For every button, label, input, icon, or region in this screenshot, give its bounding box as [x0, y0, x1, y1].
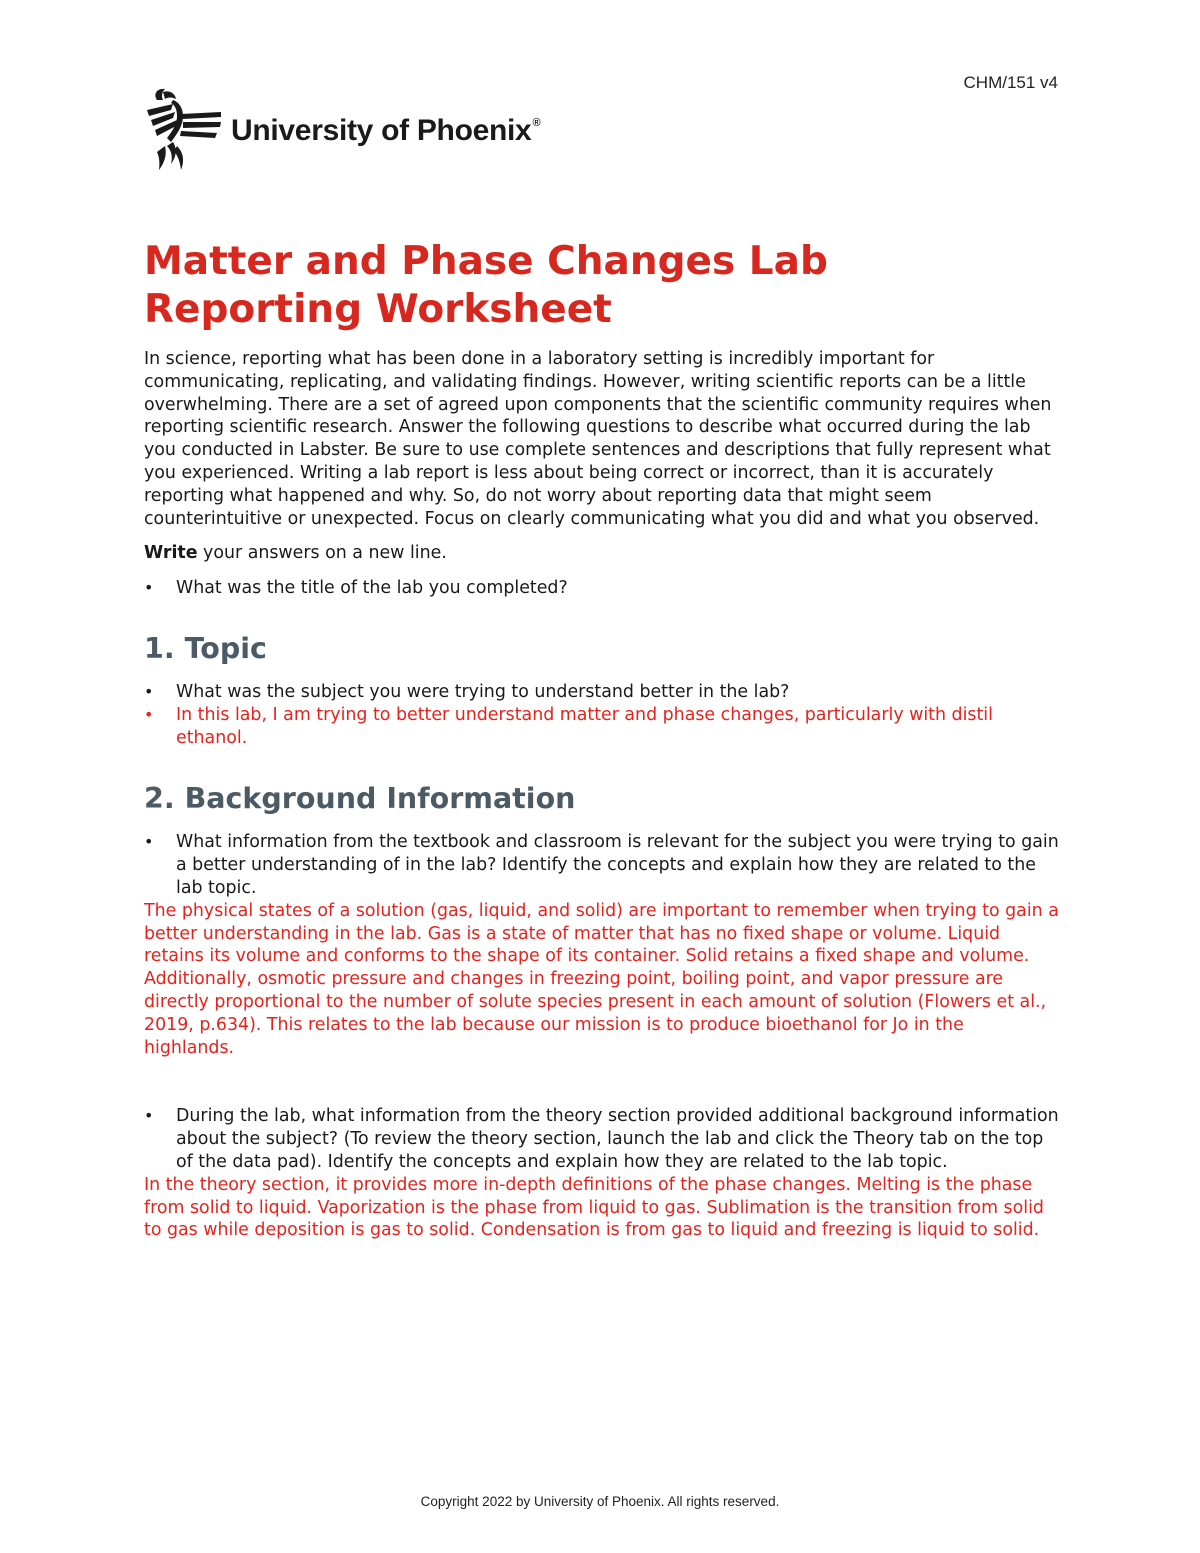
background-list-2 [144, 1105, 1059, 1173]
question-lab-title: • What was the title of the lab you completed? [144, 577, 1059, 600]
topic-list [144, 681, 1059, 749]
university-logo [143, 86, 540, 176]
page-title: Matter and Phase Changes Lab Reporting Worksheet [144, 239, 828, 332]
background-list-1 [144, 831, 1059, 899]
answer-background-theory: In the theory section, it provides more in-depth definitions of the phase changes. Melting is the phase from solid to liquid. Vaporization is the phase from liquid to gas. Sublimation is the transition from solid to gas while deposition is gas to solid. Condensation is from gas to liquid and freezing is liquid to solid. [144, 1174, 1044, 1241]
answer-background-textbook: The physical states of a solution (gas, liquid, and solid) are important to remember when trying to gain a better understanding in the lab. Gas is a state of matter that has no fixed shape or volume. Liquid retains its volume and conforms to the shape of its container. Solid retains a fixed shape and volume. Additionally, osmotic pressure and changes in freezing point, boiling point, and vapor pressure are directly proportional to the number of solute species present in each amount of solution (Flowers et al., 2019, p.634). This relates to the lab because our mission is to produce bioethanol for Jo in the highlands. [144, 900, 1059, 1058]
question-background-theory: • During the lab, what information from the theory section provided additional background information about the subject? (To review the theory section, launch the lab and click the Theory tab on the top of the data pad). Identify the concepts and explain how they are related to the lab topic. [144, 1105, 1059, 1173]
document-body [144, 238, 1059, 1242]
question-topic: • What was the subject you were trying to understand better in the lab? [144, 681, 1059, 704]
section-heading-background: 2. Background Information [144, 782, 576, 816]
title-question-list [144, 577, 1059, 600]
section-heading-topic: 1. Topic [144, 631, 267, 665]
answer-topic: • In this lab, I am trying to better understand matter and phase changes, particularly with distil ethanol. [144, 704, 1059, 750]
course-code: CHM/151 v4 [963, 73, 1058, 92]
instruction-line: Write your answers on a new line. [144, 543, 447, 564]
intro-paragraph: In science, reporting what has been done in a laboratory setting is incredibly important for communicating, replicating, and validating findings. However, writing scientific reports can be a little overwhelming. There are a set of agreed upon components that the scientific community requires when reporting scientific research. Answer the following questions to describe what occurred during the lab you conducted in Labster. Be sure to use complete sentences and descriptions that fully represent what you experienced. Writing a lab report is less about being correct or incorrect, than it is accurately reporting what happened and why. So, do not worry about reporting data that might seem counterintuitive or unexpected. Focus on clearly communicating what you did and what you observed. [144, 349, 1052, 529]
phoenix-bird-icon [143, 86, 223, 176]
copyright-footer: Copyright 2022 by University of Phoenix. All rights reserved. [420, 1494, 780, 1509]
university-name: University of Phoenix® [231, 114, 541, 147]
question-background-textbook: • What information from the textbook and classroom is relevant for the subject you were trying to gain a better understanding of in the lab? Identify the concepts and explain how they are related to the lab topic. [144, 831, 1059, 899]
